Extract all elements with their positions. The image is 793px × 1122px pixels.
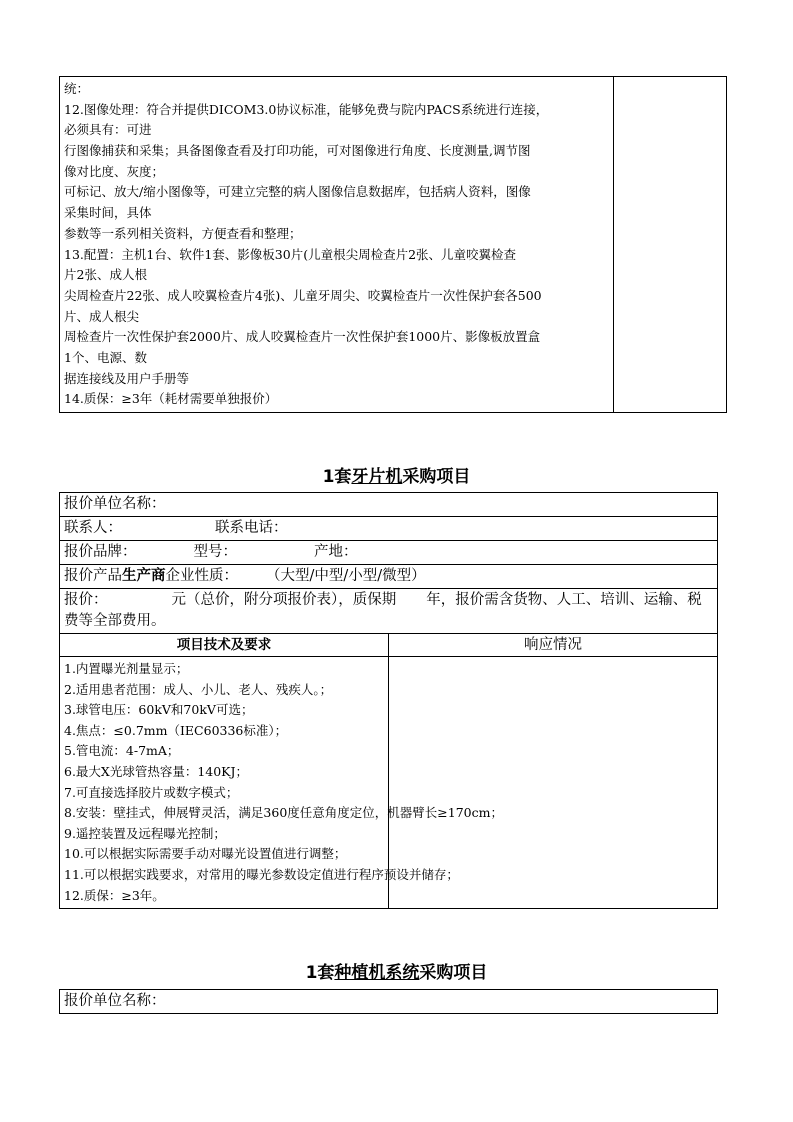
section1-title	[0, 462, 793, 487]
requirement-item: 11.可以根据实践要求，对常用的曝光参数设定值进行程序预设并储存；	[64, 866, 459, 882]
quote-unit-label: 报价单位名称：	[64, 496, 166, 512]
continuation-line: 统：	[64, 81, 90, 96]
section2-title-suffix: 采购项目	[419, 963, 488, 983]
continuation-response-cell	[614, 77, 727, 413]
continuation-line: 行图像捕获和采集；具备图像查看及打印功能，可对图像进行角度、长度测量,调节图	[64, 143, 531, 159]
requirement-item: 1.内置曝光剂量显示；	[64, 661, 189, 676]
section2-title-item: 种植机系统	[334, 963, 420, 983]
requirements-header: 项目技术及要求	[60, 634, 389, 657]
price-text: 元（总价，附分项报价表），质保期	[171, 592, 397, 608]
requirements-cell	[60, 657, 503, 909]
model-label: 型号：	[193, 544, 237, 560]
requirement-item: 12.质保：≥3年。	[64, 887, 165, 903]
requirement-item: 8.安装：壁挂式，伸展臂灵活，满足360度任意角度定位，机器臂长≥170cm；	[64, 805, 503, 821]
requirements-list	[64, 659, 503, 906]
requirement-item: 6.最大X光球管热容量：140KJ；	[64, 763, 249, 779]
nature-options: （大型/中型/小型/微型）	[266, 568, 426, 584]
continuation-lines	[64, 79, 609, 410]
section1-title-suffix: 采购项目	[402, 467, 471, 487]
continuation-line: 1个、电源、数	[64, 349, 147, 365]
continuation-table	[59, 76, 727, 413]
requirement-item: 10.可以根据实际需要手动对曝光设置值进行调整；	[64, 846, 347, 862]
requirement-item: 9.遥控装置及远程曝光控制；	[64, 825, 226, 841]
nature-manufacturer: 生产商	[122, 568, 166, 584]
contact-row	[60, 517, 718, 541]
continuation-line: 参数等一系列相关资料，方便查看和整理；	[64, 225, 302, 241]
section2-quote-unit-label: 报价单位名称：	[64, 993, 166, 1009]
nature-label: 企业性质：	[165, 568, 238, 584]
section2-table	[59, 989, 718, 1014]
requirement-item: 4.焦点：≤0.7mm（IEC60336标准）；	[64, 722, 288, 738]
continuation-line: 14.质保：≥3年（耗材需要单独报价）	[64, 391, 278, 407]
continuation-line: 采集时间，具体	[64, 205, 152, 221]
section1-title-prefix: 1套	[322, 467, 352, 487]
continuation-line: 可标记、放大/缩小图像等，可建立完整的病人图像信息数据库，包括病人资料，图像	[64, 184, 531, 200]
continuation-line: 13.配置：主机1台、软件1套、影像板30片(儿童根尖周检查片2张、儿童咬翼检查	[64, 246, 517, 262]
continuation-line: 片2张、成人根	[64, 267, 147, 283]
price-label: 报价：	[64, 592, 108, 608]
nature-prefix: 报价产品	[64, 568, 122, 584]
response-header: 响应情况	[389, 634, 718, 657]
price-text-2: 年，报价需含货物、人工、培训、运输、税费等全部费用。	[64, 592, 702, 629]
quote-unit-row	[60, 493, 718, 517]
requirement-item: 3.球管电压：60kV和70kV可选；	[64, 702, 254, 718]
continuation-line: 周检查片一次性保护套2000片、成人咬翼检查片一次性保护套1000片、影像板放置盒	[64, 329, 541, 345]
continuation-line: 据连接线及用户手册等	[64, 370, 190, 386]
requirement-item: 2.适用患者范围：成人、小儿、老人、残疾人。；	[64, 681, 333, 697]
section2-title	[0, 958, 793, 983]
nature-row	[60, 565, 718, 589]
section2-quote-unit-row	[60, 990, 718, 1014]
requirement-item: 7.可直接选择胶片或数字模式；	[64, 784, 239, 800]
section1-table	[59, 492, 718, 909]
continuation-line: 12.图像处理：符合并提供DICOM3.0协议标准，能够免费与院内PACS系统进行连接，	[64, 101, 549, 117]
phone-label: 联系电话：	[215, 520, 288, 536]
brand-label: 报价品牌：	[64, 544, 137, 560]
continuation-line: 片、成人根尖	[64, 308, 140, 324]
contact-label: 联系人：	[64, 520, 122, 536]
price-row	[60, 589, 718, 634]
origin-label: 产地：	[314, 544, 358, 560]
section1-title-item: 牙片机	[351, 467, 403, 487]
section2-title-prefix: 1套	[305, 963, 335, 983]
continuation-line: 尖周检查片22张、成人咬翼检查片4张)、儿童牙周尖、咬翼检查片一次性保护套各500	[64, 287, 542, 303]
continuation-line: 像对比度、灰度；	[64, 163, 165, 179]
continuation-line: 必须具有：可进	[64, 122, 152, 138]
requirement-item: 5.管电流：4-7mA；	[64, 743, 180, 759]
brand-row	[60, 541, 718, 565]
continuation-spec-cell	[60, 77, 614, 413]
